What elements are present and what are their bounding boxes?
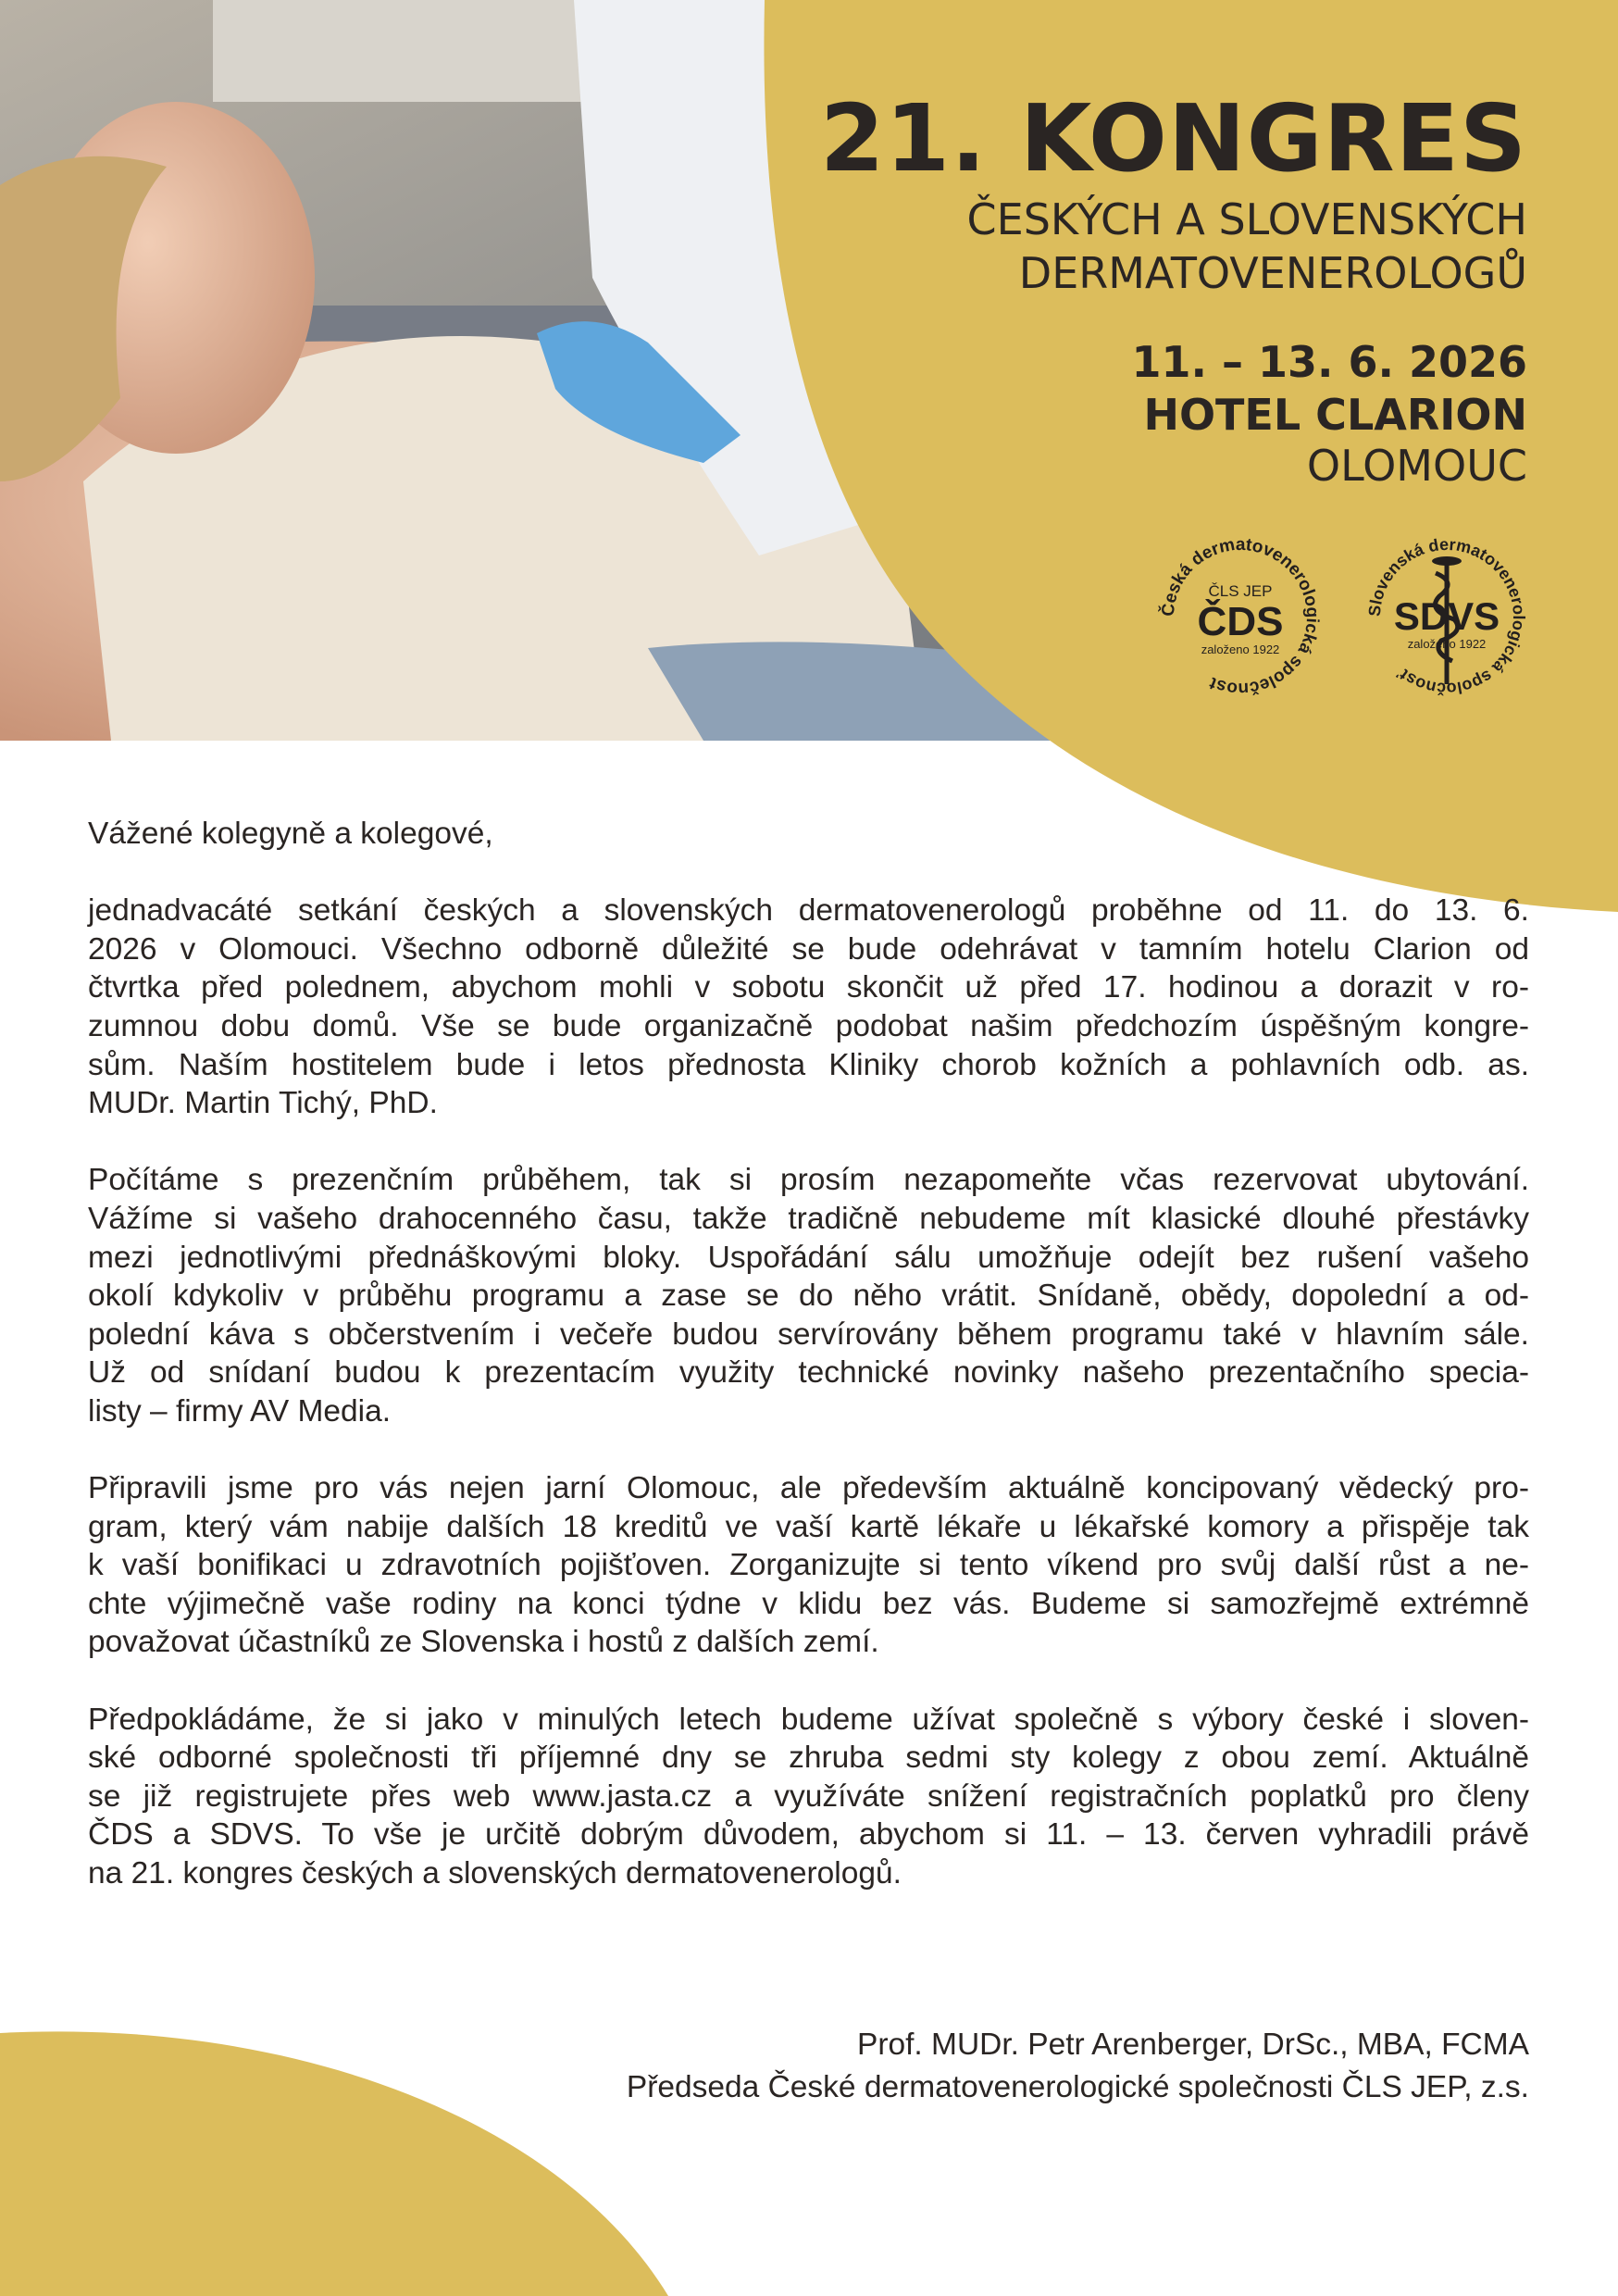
paragraph — [88, 892, 1529, 1123]
svg-text:ČDS: ČDS — [1197, 599, 1284, 644]
text-line: Předpokládáme, že si jako v minulých letech budeme užívat společně s výbory české i sloven- — [88, 1702, 1529, 1737]
svg-text:Slovenská dermatovenerologická: Slovenská dermatovenerologická spoločnosť — [1364, 534, 1529, 699]
congress-title: 21. KONGRES — [819, 84, 1527, 193]
congress-venue: HOTEL CLARION — [1143, 390, 1527, 440]
letter-body — [88, 815, 1529, 1931]
congress-city: OLOMOUC — [1306, 441, 1527, 491]
text-line: ČDS a SDVS. To vše je určitě dobrým důvodem, abychom si 11. – 13. červen vyhradili právě — [88, 1817, 1529, 1853]
paragraph — [88, 1161, 1529, 1430]
greeting: Vážené kolegyně a kolegové, — [88, 817, 493, 851]
text-line: sům. Naším hostitelem bude i letos přednosta Kliniky chorob kožních a pohlavních odb. as. — [88, 1047, 1529, 1082]
text-line: Už od snídaní budou k prezentacím využity technické novinky našeho prezentačního specia- — [88, 1355, 1529, 1391]
signature-name: Prof. MUDr. Petr Arenberger, DrSc., MBA, FCMA — [856, 2028, 1529, 2062]
svg-text:založeno 1922: založeno 1922 — [1407, 637, 1487, 651]
text-line: zumnou dobu domů. Vše se bude organizačně podobat našim předchozím úspěšným kongre- — [88, 1008, 1529, 1043]
congress-date: 11. – 13. 6. 2026 — [1131, 337, 1527, 387]
text-line: chte výjimečně vaše rodiny na konci týdne v klidu bez vás. Budeme si samozřejmě extrémně — [88, 1586, 1529, 1621]
text-line: listy – firmy AV Media. — [88, 1393, 392, 1429]
congress-subtitle-line1: ČESKÝCH A SLOVENSKÝCH — [966, 194, 1527, 244]
text-line: mezi jednotlivými přednáškovými bloky. Uspořádání sálu umožňuje odejít bez rušení vašeho — [88, 1240, 1529, 1275]
text-line: okolí kdykoliv v průběhu programu a zase se do něho vrátit. Snídaně, obědy, dopolední a od- — [88, 1279, 1529, 1314]
text-line: ské odborné společnosti tři příjemné dny se zhruba sedmi sty kolegy z obou zemí. Aktuálně — [88, 1741, 1529, 1776]
footer-gold-shape — [0, 2031, 668, 2296]
text-line: Počítáme s prezenčním průběhem, tak si prosím nezapomeňte včas rezervovat ubytování. — [88, 1163, 1529, 1198]
paragraph — [88, 1701, 1529, 1893]
cds-logo — [1155, 531, 1326, 702]
text-line: gram, který vám nabije dalších 18 kreditů ve vaší kartě lékaře u lékařské komory a přispěje tak — [88, 1509, 1529, 1544]
svg-text:ČLS JEP: ČLS JEP — [1208, 582, 1273, 600]
text-line: se již registrujete přes web www.jasta.cz a využíváte snížení registračních poplatků pro členy — [88, 1778, 1529, 1814]
signature — [627, 2024, 1529, 2109]
text-line: Vážíme si vašeho drahocenného času, takže tradičně nebudeme mít klasické dlouhé přestávky — [88, 1201, 1529, 1236]
svg-text:založeno 1922: založeno 1922 — [1201, 643, 1280, 656]
svg-text:Česká dermatovenerologická spo: Česká dermatovenerologická společnost — [1158, 534, 1323, 699]
text-line: Připravili jsme pro vás nejen jarní Olomouc, ale především aktuálně koncipovaný vědecký pro- — [88, 1471, 1529, 1506]
svg-text:SDVS: SDVS — [1393, 594, 1500, 638]
text-line: MUDr. Martin Tichý, PhD. — [88, 1086, 438, 1121]
paragraph — [88, 1469, 1529, 1662]
congress-subtitle-line2: DERMATOVENEROLOGŮ — [1018, 248, 1527, 298]
text-line: jednadvacáté setkání českých a slovenských dermatovenerologů proběhne od 11. do 13. 6. — [88, 893, 1529, 929]
sdvs-logo — [1362, 531, 1532, 702]
text-line: polední káva s občerstvením i večeře budou servírovány během programu také v hlavním sále. — [88, 1316, 1529, 1352]
text-line: čtvrtka před polednem, abychom mohli v sobotu skončit už před 17. hodinou a dorazit v ro- — [88, 970, 1529, 1005]
text-line: k vaší bonifikaci u zdravotních pojišťoven. Zorganizujte si tento víkend pro svůj další růst a ne- — [88, 1548, 1529, 1583]
text-line: považovat účastníků ze Slovenska i hostů z dalších zemí. — [88, 1625, 879, 1660]
text-line: 2026 v Olomouci. Všechno odborně důležité se bude odehrávat v tamním hotelu Clarion od — [88, 931, 1529, 967]
signature-role: Předseda České dermatovenerologické společnosti ČLS JEP, z.s. — [626, 2070, 1529, 2104]
text-line: na 21. kongres českých a slovenských dermatovenerologů. — [88, 1856, 902, 1891]
